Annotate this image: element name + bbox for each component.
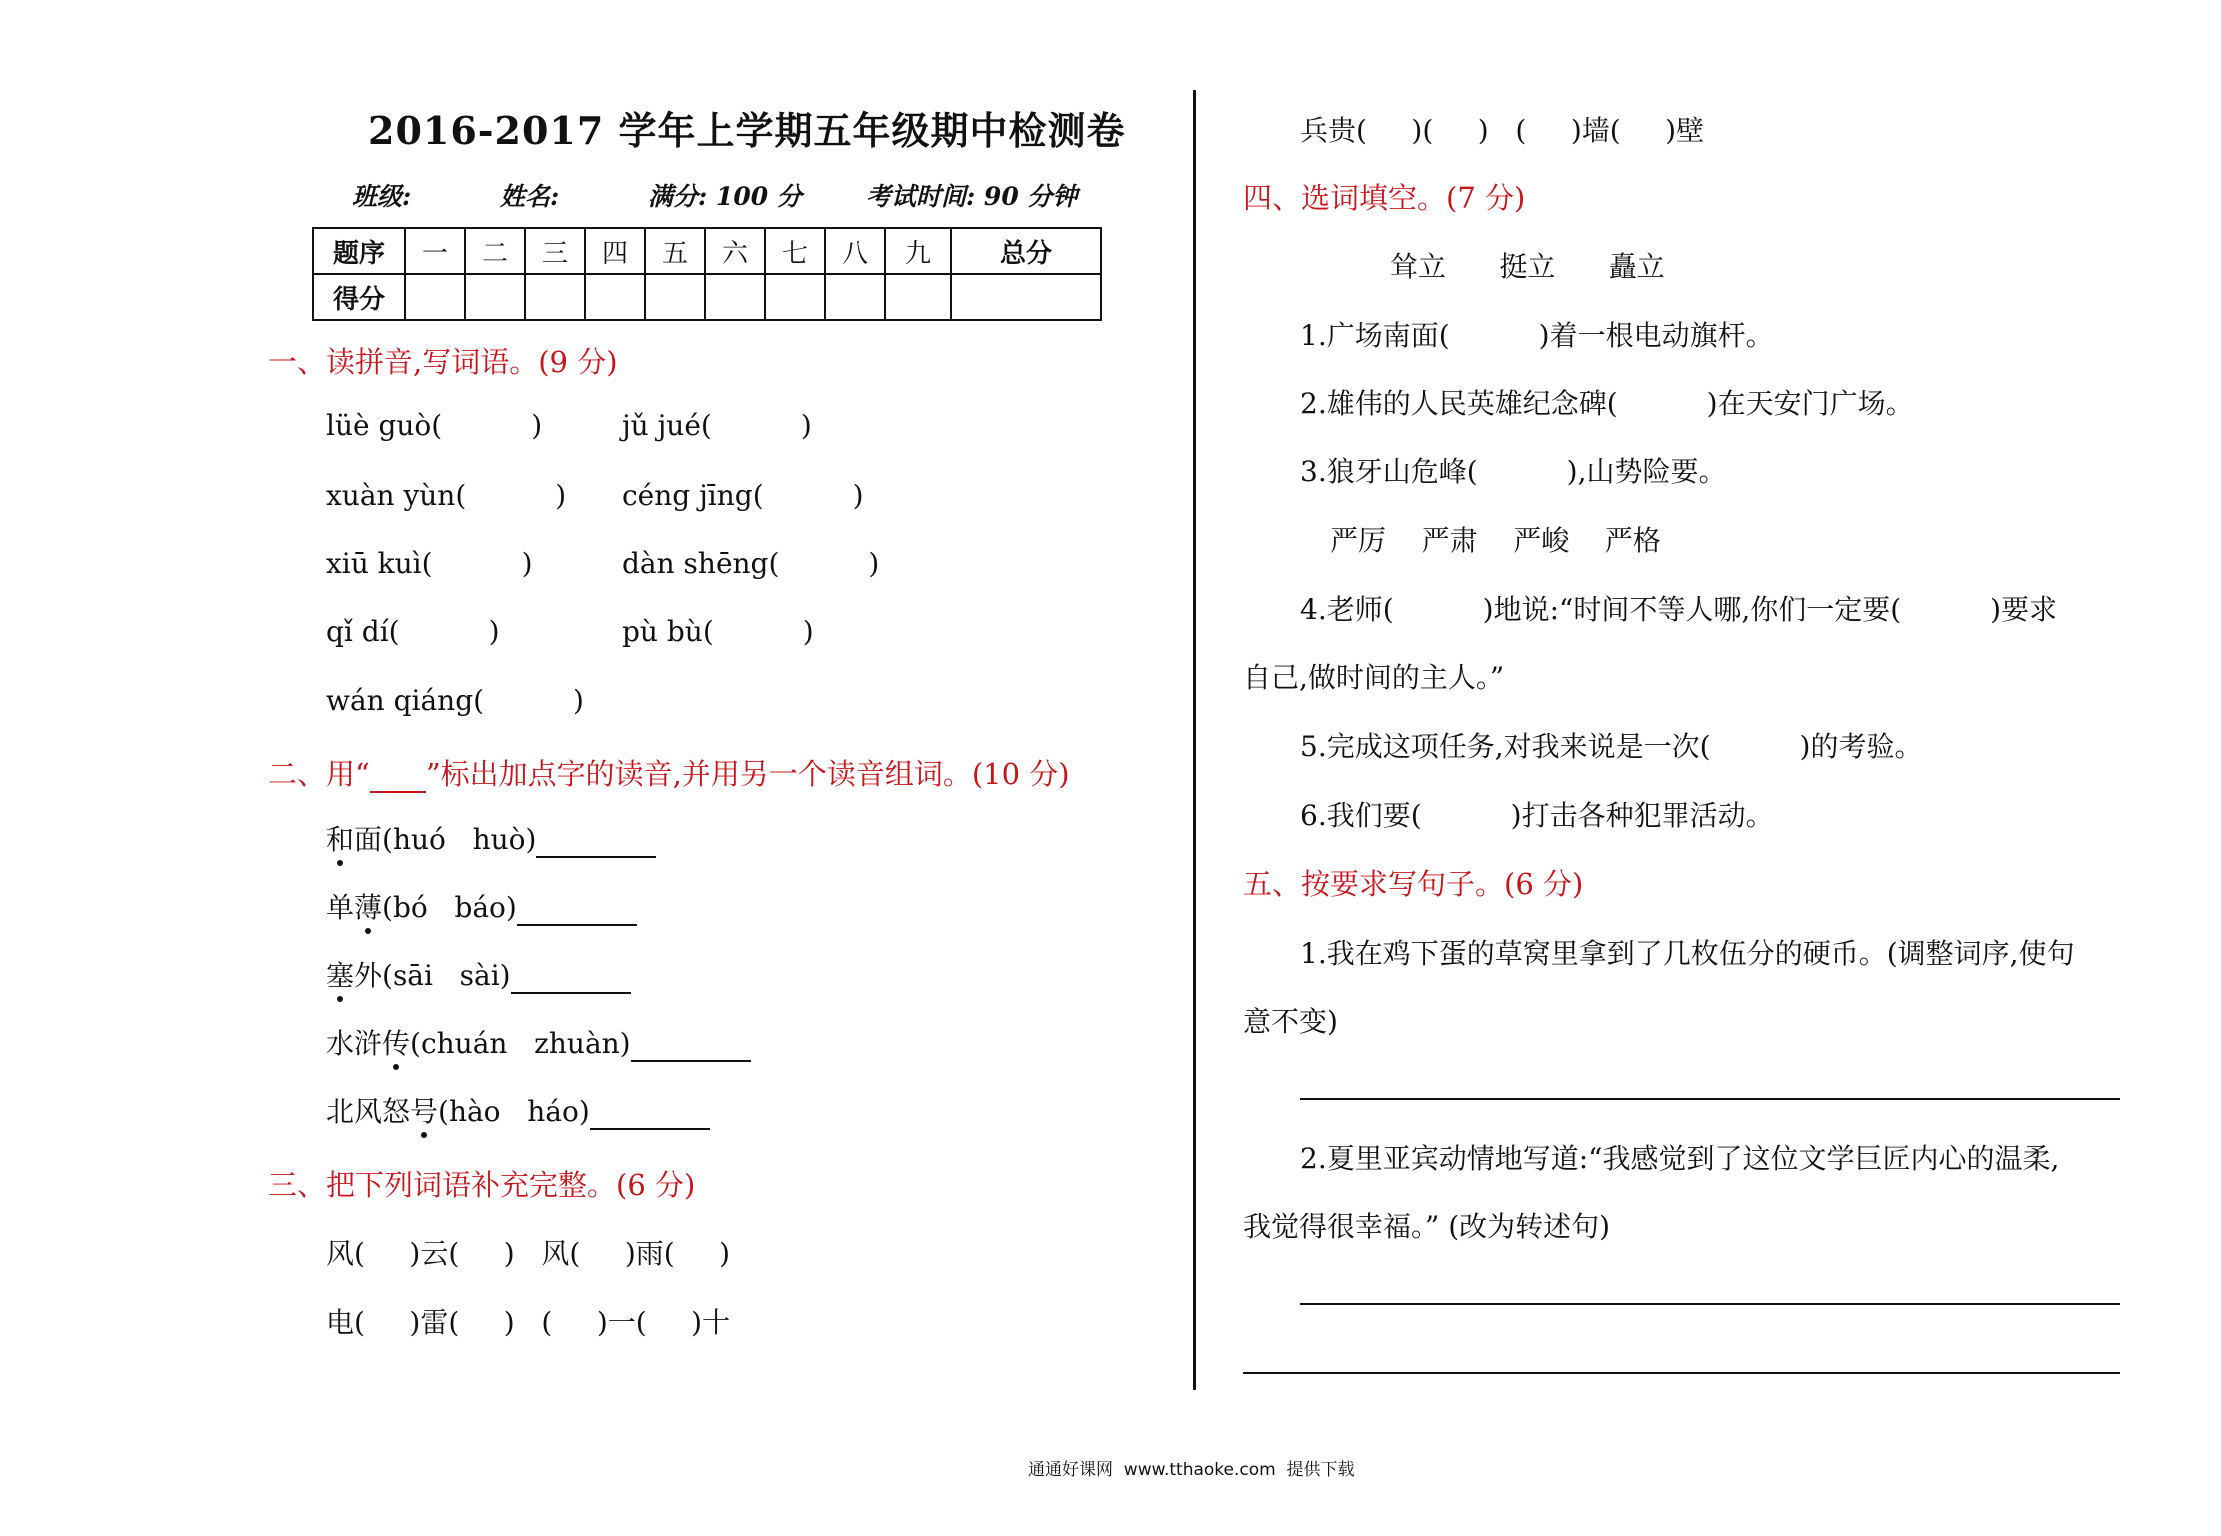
idiom-line: 风( )云( ) 风( )雨( ) xyxy=(326,1237,731,1270)
page-title: 2016-2017 学年上学期五年级期中检测卷 xyxy=(368,108,1126,153)
section2-title-post: ”标出加点字的读音,并用另一个读音组词。(10 分) xyxy=(425,757,1070,791)
dot-item xyxy=(326,886,637,926)
dot-item-post: 外(sāi sài) xyxy=(354,959,511,992)
pinyin-item: wán qiáng( ) xyxy=(326,684,584,717)
fill-item-continued: 自己,做时间的主人。” xyxy=(1243,661,1505,694)
dot-item-post: (hào háo) xyxy=(438,1095,590,1128)
score-table-header: 总分 xyxy=(951,228,1101,274)
sentence-question-continued: 我觉得很幸福。” (改为转述句) xyxy=(1243,1210,1611,1243)
fill-item: 6.我们要( )打击各种犯罪活动。 xyxy=(1300,799,1774,832)
section2-title xyxy=(268,752,1070,793)
score-row-label: 得分 xyxy=(313,274,405,320)
dotted-char: 薄 xyxy=(354,886,382,926)
score-table-header: 六 xyxy=(705,228,765,274)
word-choices: 耸立 挺立 矗立 xyxy=(1390,250,1665,283)
dotted-char: 和 xyxy=(326,818,354,858)
fill-item: 5.完成这项任务,对我来说是一次( )的考验。 xyxy=(1300,730,1923,763)
name-label: 姓名: xyxy=(500,182,560,211)
section2-title-pre: 二、用“ xyxy=(268,757,370,791)
answer-blank[interactable] xyxy=(511,962,631,994)
fill-item: 4.老师( )地说:“时间不等人哪,你们一定要( )要求 xyxy=(1300,593,2058,626)
dot-item-pre: 北风怒 xyxy=(326,1095,411,1128)
score-table-header: 九 xyxy=(885,228,951,274)
section5-title: 五、按要求写句子。(6 分) xyxy=(1243,867,1584,901)
sentence-question-continued: 意不变) xyxy=(1243,1005,1338,1038)
answer-blank[interactable] xyxy=(536,826,656,858)
score-cell xyxy=(885,274,951,320)
score-table-header-row xyxy=(313,228,1101,274)
dot-item-post: (bó báo) xyxy=(382,891,517,924)
dot-item xyxy=(326,818,656,858)
fill-item: 1.广场南面( )着一根电动旗杆。 xyxy=(1300,319,1774,352)
score-table-header: 题序 xyxy=(313,228,405,274)
footer-credit: 通通好课网 www.tthaoke.com 提供下载 xyxy=(1028,1460,1355,1480)
full-score-label: 满分: 100 分 xyxy=(648,182,802,211)
idiom-line: 电( )雷( ) ( )一( )十 xyxy=(326,1306,731,1339)
dot-item xyxy=(326,1022,751,1062)
answer-blank[interactable] xyxy=(590,1098,710,1130)
score-cell xyxy=(465,274,525,320)
pinyin-item: pù bù( ) xyxy=(622,615,814,648)
pinyin-item: dàn shēng( ) xyxy=(622,547,880,580)
score-cell xyxy=(951,274,1101,320)
dot-item-pre: 水浒 xyxy=(326,1027,383,1060)
sentence-question: 1.我在鸡下蛋的草窝里拿到了几枚伍分的硬币。(调整词序,使句 xyxy=(1300,937,2075,970)
word-choices: 严厉 严肃 严峻 严格 xyxy=(1330,524,1661,557)
score-cell xyxy=(765,274,825,320)
pinyin-item: xuàn yùn( ) xyxy=(326,479,567,512)
exam-time-label: 考试时间: 90 分钟 xyxy=(866,182,1078,211)
score-cell xyxy=(405,274,465,320)
dot-item xyxy=(326,954,631,994)
pinyin-item: céng jīng( ) xyxy=(622,479,864,512)
dot-item-post: (chuán zhuàn) xyxy=(410,1027,631,1060)
pinyin-item: lüè guò( ) xyxy=(326,409,543,442)
underline-sample xyxy=(370,761,426,793)
score-table-header: 一 xyxy=(405,228,465,274)
dot-item-pre: 单 xyxy=(326,891,355,924)
dot-item-post: 面(huó huò) xyxy=(354,823,537,856)
score-table-header: 八 xyxy=(825,228,885,274)
class-label: 班级: xyxy=(352,182,412,211)
column-divider xyxy=(1193,90,1196,1390)
section3-title: 三、把下列词语补充完整。(6 分) xyxy=(268,1168,696,1202)
score-cell xyxy=(585,274,645,320)
score-table-header: 四 xyxy=(585,228,645,274)
dotted-char: 塞 xyxy=(326,954,354,994)
section4-title: 四、选词填空。(7 分) xyxy=(1243,181,1526,215)
answer-line[interactable] xyxy=(1300,1303,2120,1305)
dotted-char: 传 xyxy=(382,1022,410,1062)
dot-item xyxy=(326,1090,710,1130)
score-table xyxy=(312,227,1102,321)
score-table-header: 二 xyxy=(465,228,525,274)
fill-item: 3.狼牙山危峰( ),山势险要。 xyxy=(1300,455,1727,488)
score-table-score-row xyxy=(313,274,1101,320)
score-cell xyxy=(825,274,885,320)
score-cell xyxy=(705,274,765,320)
score-cell xyxy=(525,274,585,320)
answer-blank[interactable] xyxy=(517,894,637,926)
idiom-line: 兵贵( )( ) ( )墙( )壁 xyxy=(1300,114,1705,147)
pinyin-item: jǔ jué( ) xyxy=(622,409,812,442)
answer-blank[interactable] xyxy=(631,1030,751,1062)
pinyin-item: xiū kuì( ) xyxy=(326,547,533,580)
score-table-header: 七 xyxy=(765,228,825,274)
section1-title: 一、读拼音,写词语。(9 分) xyxy=(268,345,618,379)
dotted-char: 号 xyxy=(410,1090,438,1130)
pinyin-item: qǐ dí( ) xyxy=(326,615,500,648)
score-table-header: 五 xyxy=(645,228,705,274)
answer-line[interactable] xyxy=(1300,1098,2120,1100)
score-cell xyxy=(645,274,705,320)
score-table-header: 三 xyxy=(525,228,585,274)
sentence-question: 2.夏里亚宾动情地写道:“我感觉到了这位文学巨匠内心的温柔, xyxy=(1300,1142,2060,1175)
answer-line[interactable] xyxy=(1243,1372,2120,1374)
fill-item: 2.雄伟的人民英雄纪念碑( )在天安门广场。 xyxy=(1300,387,1914,420)
